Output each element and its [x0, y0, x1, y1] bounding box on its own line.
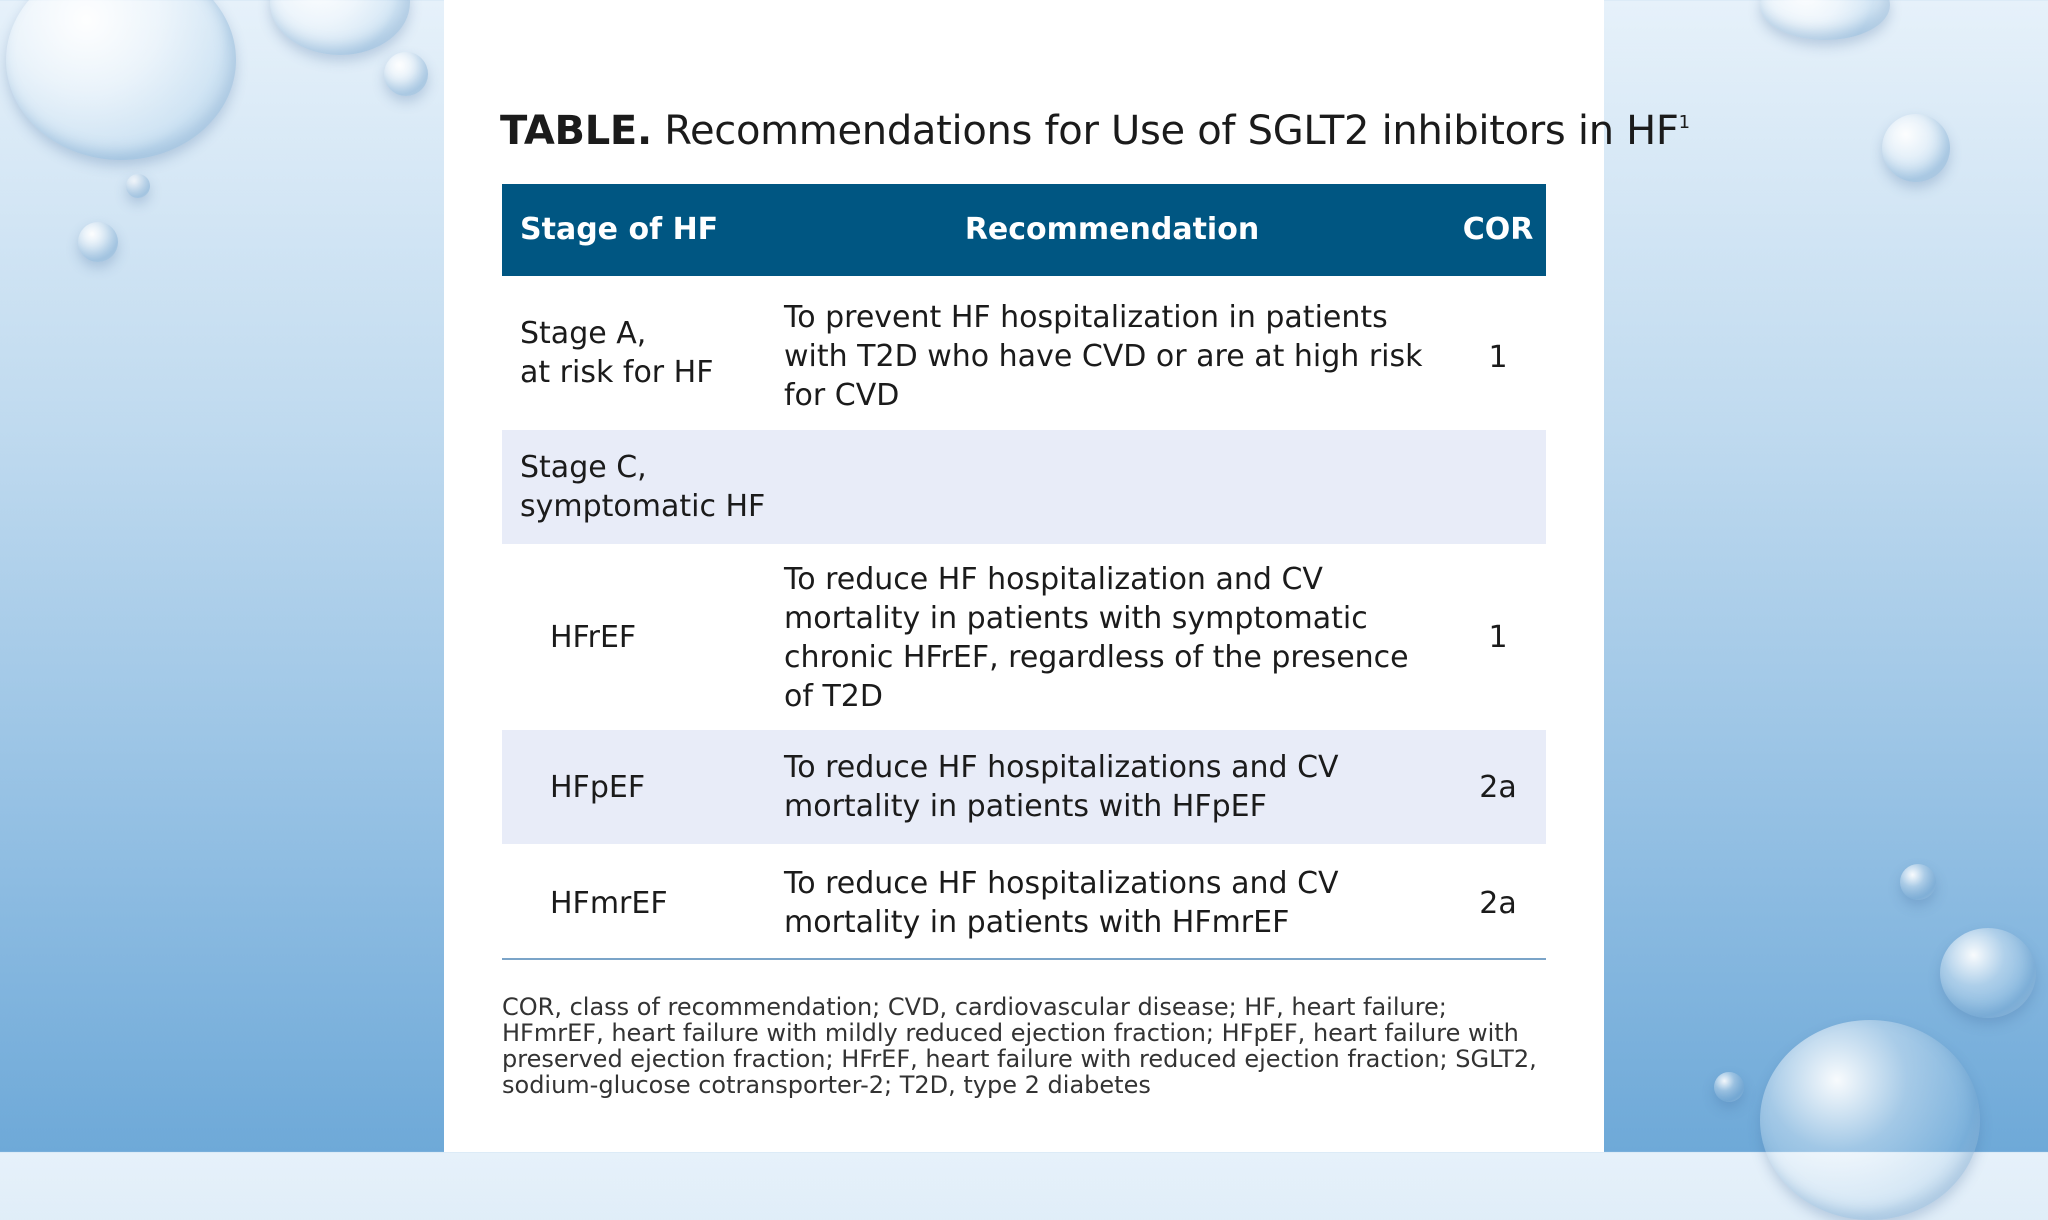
cell-cor: 1 — [1488, 620, 1508, 655]
cell-stage: HFmrEF — [550, 886, 668, 921]
cell-stage: Stage C, symptomatic HF — [520, 450, 766, 524]
cell-stage: HFpEF — [550, 770, 646, 805]
table-row — [502, 276, 1546, 430]
water-drop-decoration — [1760, 1020, 1980, 1220]
cell-cor: 2a — [1479, 770, 1517, 805]
table-header-row — [502, 184, 1546, 276]
recommendations-table — [502, 184, 1546, 960]
cell-recommendation: To reduce HF hospitalizations and CV mortality in patients with HFpEF — [784, 750, 1339, 824]
slide-panel — [444, 0, 1690, 1152]
water-drop-decoration — [384, 52, 428, 96]
table-bottom-divider — [502, 958, 1546, 960]
table-row — [502, 430, 1546, 544]
cell-stage: Stage A, at risk for HF — [520, 316, 714, 390]
cell-cor: 2a — [1479, 886, 1517, 921]
table-title-text: Recommendations for Use of SGLT2 inhibitors in HF — [651, 108, 1679, 154]
water-drop-decoration — [1900, 864, 1936, 900]
cell-cor: 1 — [1488, 340, 1508, 375]
cell-recommendation: To reduce HF hospitalization and CV mortality in patients with symptomatic chronic HFrEF, regardless of the presence of T2D — [784, 562, 1409, 714]
table-row — [502, 730, 1546, 844]
cell-stage: HFrEF — [550, 620, 637, 655]
water-drop-decoration — [1714, 1072, 1744, 1102]
water-drop-decoration — [1882, 114, 1950, 182]
cell-recommendation: To prevent HF hospitalization in patients with T2D who have CVD or are at high risk for CVD — [784, 300, 1423, 413]
table-title — [500, 108, 1690, 154]
water-drop-decoration — [78, 222, 118, 262]
cell-recommendation: To reduce HF hospitalizations and CV mortality in patients with HFmrEF — [784, 866, 1339, 940]
water-drop-decoration — [1760, 0, 1890, 40]
water-drop-decoration — [270, 0, 410, 55]
table-footnote: COR, class of recommendation; CVD, cardiovascular disease; HF, heart failure; HFmrEF, heart failure with mildly reduced ejection fraction; HFpEF, heart failure with preserved ejection fraction; HFrEF, heart failure with reduced ejection fraction; SGLT2, sodium-glucose cotransporter-2; T2D, type 2 diabetes — [502, 993, 1537, 1099]
water-drop-decoration — [1940, 928, 2036, 1018]
header-cor: COR — [1462, 212, 1534, 247]
header-recommendation: Recommendation — [964, 212, 1260, 247]
header-stage-of-hf: Stage of HF — [520, 212, 719, 247]
table-row — [502, 544, 1546, 730]
table-title-label: TABLE. — [500, 108, 652, 154]
water-drop-decoration — [6, 0, 236, 160]
table-row — [502, 844, 1546, 958]
table-title-superscript: 1 — [1678, 112, 1690, 133]
water-drop-decoration — [126, 174, 150, 198]
